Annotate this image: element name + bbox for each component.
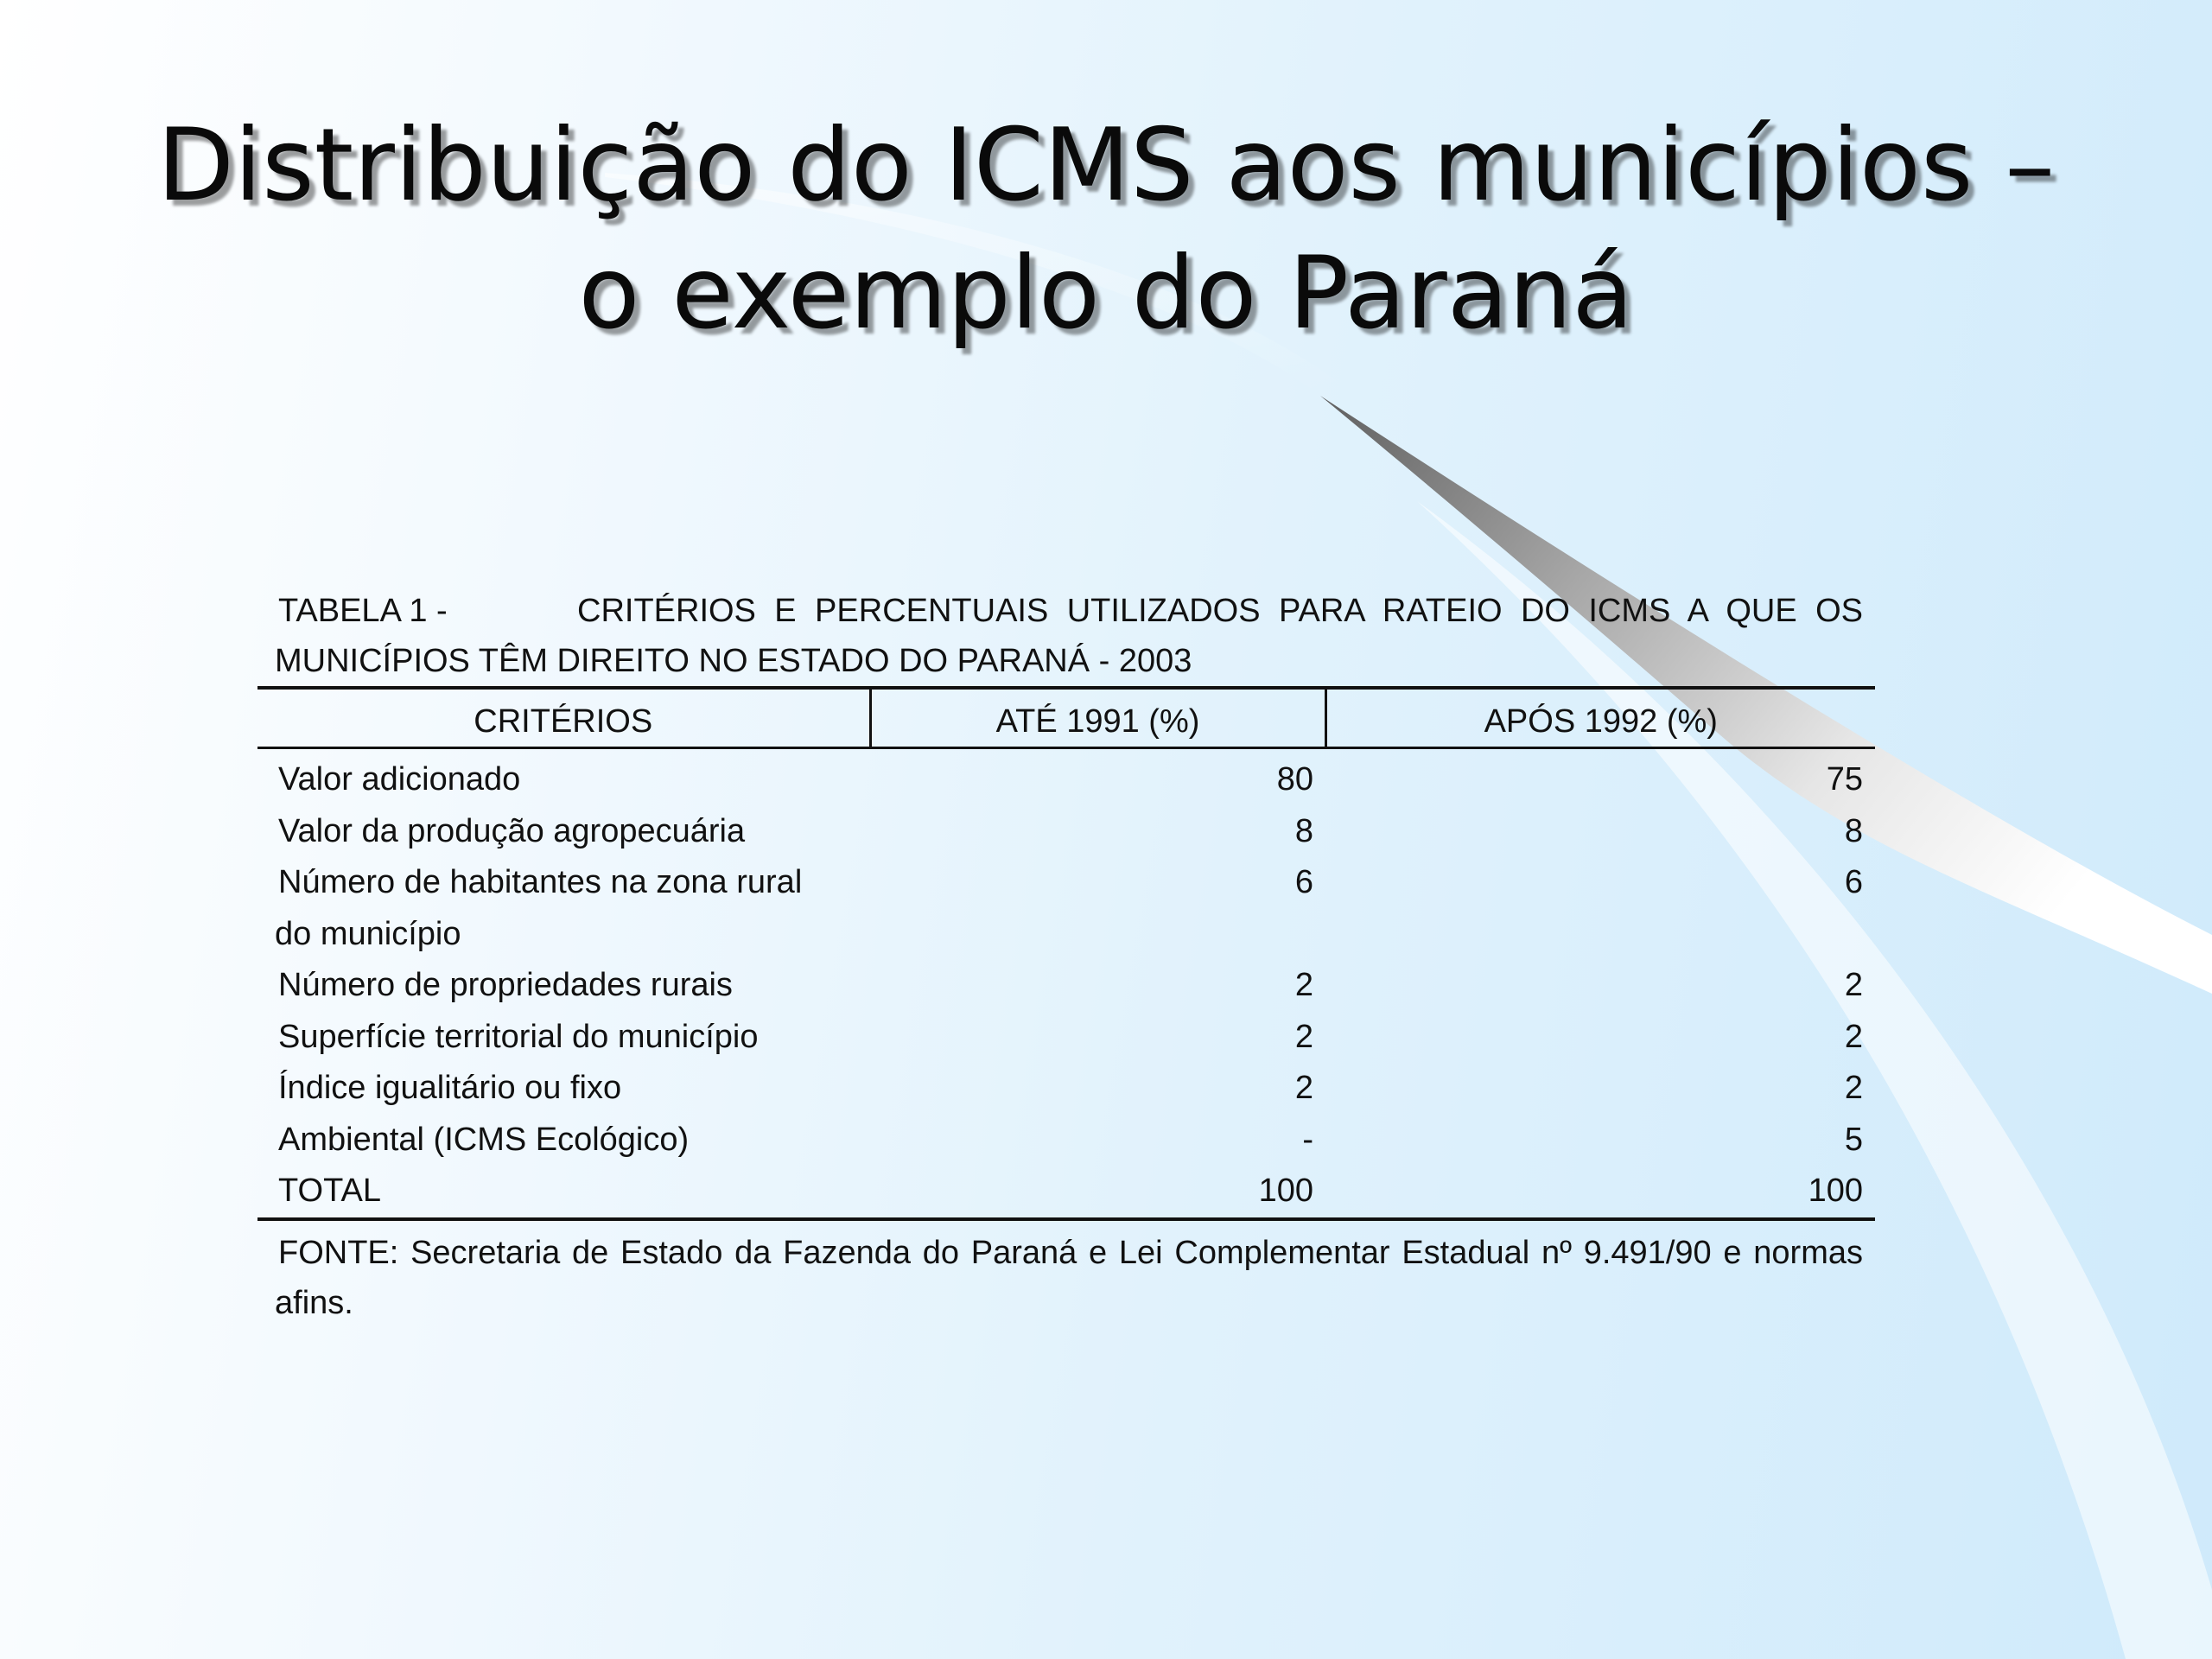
row-criterio: Valor da produção agropecuária (278, 812, 746, 849)
table-number-label: TABELA 1 - (278, 593, 448, 629)
table-caption (257, 584, 1875, 686)
table-header-row (257, 688, 1875, 748)
table-caption-line-2: MUNICÍPIOS TÊM DIREITO NO ESTADO DO PARANÁ - 2003 (275, 643, 1192, 679)
row-ate-1991: 2 (1294, 1070, 1313, 1107)
row-criterio: Índice igualitário ou fixo (278, 1070, 622, 1107)
row-apos-1992 (1325, 909, 1875, 961)
row-apos-1992: 2 (1844, 1018, 1863, 1055)
row-apos-1992: 8 (1844, 812, 1863, 849)
table-row (257, 806, 1875, 858)
row-ate-1991 (870, 909, 1325, 961)
row-ate-1991: 2 (1294, 1018, 1313, 1055)
table-row (257, 1012, 1875, 1064)
row-apos-1992: 75 (1826, 761, 1863, 798)
table-total-row (257, 1166, 1875, 1219)
title-line-2: o exemplo do Paraná (578, 235, 1634, 352)
row-ate-1991: - (1302, 1121, 1313, 1158)
row-criterio: Número de habitantes na zona rural (278, 864, 803, 901)
criteria-table-block (257, 584, 1875, 1332)
table-row (257, 857, 1875, 909)
header-ate-1991: ATÉ 1991 (%) (870, 688, 1325, 748)
row-criterio: Número de propriedades rurais (278, 967, 733, 1004)
header-apos-1992: APÓS 1992 (%) (1325, 688, 1875, 748)
table-caption-line-1: CRITÉRIOS E PERCENTUAIS UTILIZADOS PARA RATEIO DO ICMS A QUE OS (577, 593, 1863, 629)
title-line-1: Distribuição do ICMS aos municípios – (156, 107, 2056, 224)
table-row (257, 1115, 1875, 1166)
source-line-2: afins. (275, 1284, 353, 1321)
header-criterios: CRITÉRIOS (257, 688, 870, 748)
criteria-table (257, 686, 1875, 1221)
row-apos-1992: 6 (1844, 864, 1863, 901)
row-ate-1991: 2 (1294, 967, 1313, 1004)
total-apos-1992: 100 (1325, 1166, 1875, 1219)
table-row (257, 1063, 1875, 1115)
row-criterio: Superfície territorial do município (278, 1018, 759, 1055)
row-apos-1992: 2 (1844, 1070, 1863, 1107)
table-row (257, 748, 1875, 806)
row-ate-1991: 8 (1294, 812, 1313, 849)
total-label: TOTAL (257, 1166, 870, 1219)
total-ate-1991: 100 (870, 1166, 1325, 1219)
row-apos-1992: 2 (1844, 967, 1863, 1004)
table-row (257, 909, 1875, 961)
row-criterio: Ambiental (ICMS Ecológico) (278, 1121, 690, 1158)
slide-title (0, 102, 2212, 358)
row-criterio-continuation: do município (275, 915, 461, 952)
row-criterio: Valor adicionado (278, 761, 521, 798)
row-ate-1991: 80 (1276, 761, 1313, 798)
source-line-1: FONTE: Secretaria de Estado da Fazenda do Paraná e Lei Complementar Estadual nº 9.491/90 e normas (278, 1234, 1863, 1271)
table-row (257, 960, 1875, 1012)
table-source-note (257, 1228, 1875, 1332)
row-ate-1991: 6 (1294, 864, 1313, 901)
row-apos-1992: 5 (1844, 1121, 1863, 1158)
